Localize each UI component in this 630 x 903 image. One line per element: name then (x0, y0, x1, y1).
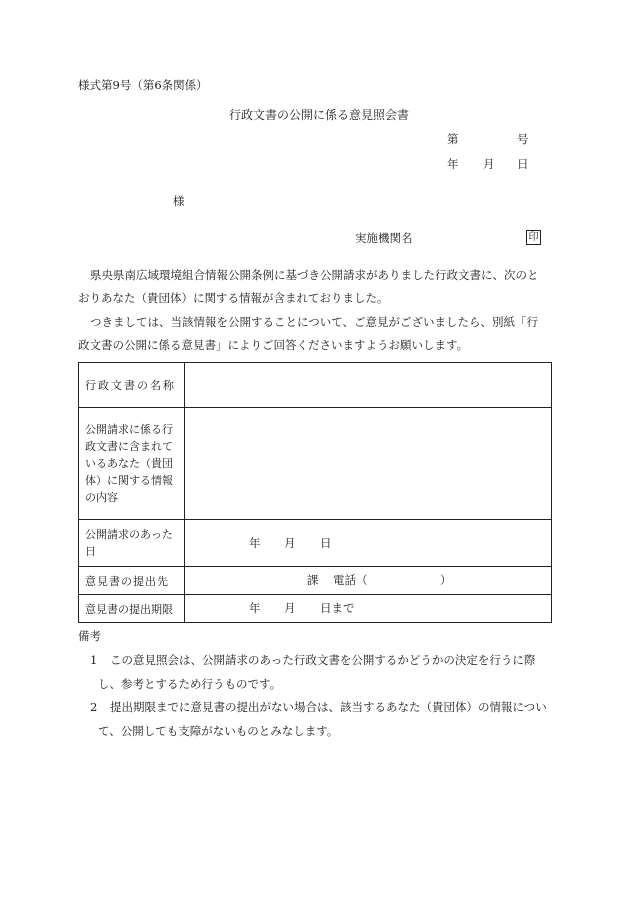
document-name-field[interactable] (185, 363, 552, 408)
document-title: 行政文書の公開に係る意見照会書 (229, 108, 410, 122)
table-row (79, 408, 552, 520)
request-date-field[interactable] (185, 520, 552, 567)
body-p1-line2: おりあなた（貴団体）に関する情報が含まれておりました。 (78, 291, 389, 305)
info-content-field[interactable] (185, 408, 552, 520)
remark-2-line1: 提出期限までに意見書の提出がない場合は、該当するあなた（貴団体）の情報につい (110, 700, 547, 714)
submission-dept: 課 (307, 573, 319, 587)
deadline-field[interactable] (185, 595, 552, 623)
info-content-label-line: 政文書に含まれて (85, 440, 173, 453)
request-date-month: 月 (284, 536, 296, 550)
body-p2-line1: つきましては、当該情報を公開することについて、ご意見がございましたら、別紙「行 (90, 315, 539, 329)
issuer-label: 実施機関名 (355, 231, 413, 245)
request-date-label-line: 公開請求のあった (85, 528, 173, 541)
remark-2-line2: て、公開しても支障がないものとみなします。 (98, 724, 339, 738)
info-content-label-line: いるあなた（貴団 (85, 457, 173, 470)
request-date-year: 年 (249, 536, 261, 550)
deadline-year: 年 (249, 601, 261, 615)
deadline-label-text: 意見書の提出期限 (85, 602, 173, 616)
form-number: 様式第9号（第6条関係） (78, 78, 208, 92)
table-row (79, 595, 552, 623)
info-content-label-line: の内容 (85, 491, 118, 504)
submission-dest-field[interactable] (185, 567, 552, 595)
submission-phone-close: ） (440, 573, 452, 587)
request-date-day: 日 (320, 536, 332, 550)
deadline-label (79, 595, 185, 623)
submission-dest-label-text: 意見書の提出先 (85, 574, 169, 588)
table-row (79, 567, 552, 595)
deadline-month: 月 (284, 601, 296, 615)
seal-mark: 印 (526, 230, 541, 245)
info-content-label-line: 公開請求に係る行 (85, 423, 173, 436)
request-date-label (79, 520, 185, 567)
table-row (79, 520, 552, 567)
document-name-label (79, 363, 185, 408)
request-date-label-line: 日 (85, 545, 96, 558)
document-name-label-text: 行政文書の名称 (85, 379, 176, 392)
date-month: 月 (483, 157, 495, 171)
date-year: 年 (447, 157, 459, 171)
info-content-label-line: 体）に関する情報 (85, 474, 173, 487)
doc-number-suffix: 号 (517, 132, 529, 146)
info-table (78, 362, 552, 623)
remarks-heading: 備考 (78, 629, 101, 643)
body-p1-line1: 県央県南広域環境組合情報公開条例に基づき公開請求がありました行政文書に、次のと (90, 268, 539, 282)
submission-dest-label (79, 567, 185, 595)
doc-number-prefix: 第 (447, 132, 459, 146)
body-p2-line2: 政文書の公開に係る意見書」によりご回答くださいますようお願いします。 (78, 338, 469, 352)
remark-1-line1: この意見照会は、公開請求のあった行政文書を公開するかどうかの決定を行うに際 (110, 653, 536, 667)
remark-1-line2: し、参考とするため行うものです。 (98, 677, 282, 691)
submission-phone: 電話（ (333, 573, 368, 587)
table-row (79, 363, 552, 408)
remark-2-number: 2 (90, 700, 98, 714)
date-day: 日 (517, 157, 529, 171)
remark-1-number: 1 (90, 653, 98, 667)
info-content-label (79, 408, 185, 520)
deadline-day: 日まで (320, 601, 355, 615)
recipient-suffix: 様 (173, 194, 185, 208)
